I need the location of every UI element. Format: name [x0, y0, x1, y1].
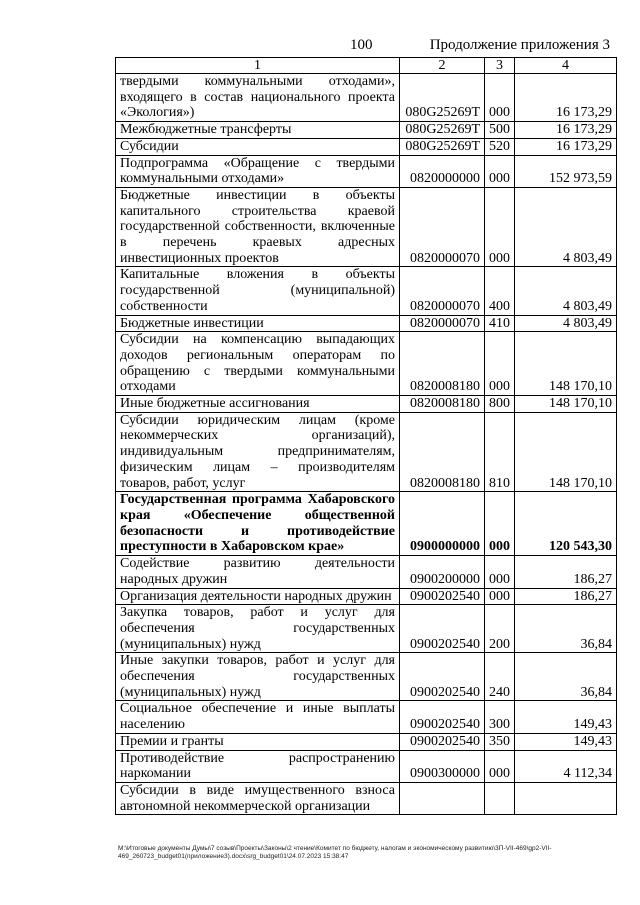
- row-code-cell: 0900202540: [400, 653, 485, 701]
- row-amount-cell: 149,43: [515, 701, 617, 733]
- table-row: [116, 138, 617, 155]
- table-header-row: [116, 58, 617, 74]
- row-amount-cell: 4 803,49: [515, 187, 617, 267]
- row-amount-cell: 36,84: [515, 605, 617, 653]
- row-type-cell: 400: [485, 267, 515, 315]
- row-name-cell: Субсидии юридическим лицам (кроме некоммерческих организаций), индивидуальным предпринимателям, физическим лицам – производителям товаров, работ, услуг: [116, 412, 400, 492]
- row-name-cell: Бюджетные инвестиции: [116, 315, 400, 332]
- row-name-cell: Субсидии на компенсацию выпадающих доходов региональным операторам по обращению с твердыми коммунальными отходами: [116, 332, 400, 396]
- row-name-cell: Капитальные вложения в объекты государственной (муниципальной) собственности: [116, 267, 400, 315]
- row-type-cell: 000: [485, 492, 515, 556]
- row-code-cell: 0820008180: [400, 332, 485, 396]
- row-type-cell: 000: [485, 74, 515, 122]
- row-amount-cell: 148 170,10: [515, 396, 617, 413]
- row-code-cell: 0900202540: [400, 733, 485, 750]
- row-code-cell: 0900200000: [400, 556, 485, 588]
- row-code-cell: 080G25269T: [400, 74, 485, 122]
- row-name-cell: Противодействие распространению наркомании: [116, 750, 400, 782]
- row-code-cell: 0900300000: [400, 750, 485, 782]
- table-row: [116, 653, 617, 701]
- column-header: 2: [400, 58, 485, 74]
- row-amount-cell: 148 170,10: [515, 332, 617, 396]
- row-type-cell: 240: [485, 653, 515, 701]
- row-name-cell: Государственная программа Хабаровского края «Обеспечение общественной безопасности и противодействие преступности в Хабаровском крае»: [116, 492, 400, 556]
- row-name-cell: Закупка товаров, работ и услуг для обеспечения государственных (муниципальных) нужд: [116, 605, 400, 653]
- row-name-cell: Субсидии: [116, 138, 400, 155]
- row-type-cell: 500: [485, 122, 515, 139]
- table-row: [116, 412, 617, 492]
- table-row: [116, 733, 617, 750]
- row-amount-cell: 16 173,29: [515, 74, 617, 122]
- row-type-cell: 000: [485, 187, 515, 267]
- row-type-cell: [485, 782, 515, 814]
- table-row: [116, 782, 617, 814]
- row-type-cell: 810: [485, 412, 515, 492]
- row-type-cell: 000: [485, 588, 515, 605]
- row-name-cell: Организация деятельности народных дружин: [116, 588, 400, 605]
- row-code-cell: 0900202540: [400, 588, 485, 605]
- row-code-cell: 0900202540: [400, 605, 485, 653]
- table-row: [116, 315, 617, 332]
- table-row: [116, 396, 617, 413]
- row-amount-cell: 4 803,49: [515, 315, 617, 332]
- row-code-cell: 0900202540: [400, 701, 485, 733]
- row-code-cell: 0820000070: [400, 315, 485, 332]
- row-type-cell: 300: [485, 701, 515, 733]
- row-name-cell: Бюджетные инвестиции в объекты капитального строительства краевой государственной собственности, включенные в перечень краевых адресных инвестиционных проектов: [116, 187, 400, 267]
- row-amount-cell: 36,84: [515, 653, 617, 701]
- row-name-cell: Иные закупки товаров, работ и услуг для обеспечения государственных (муниципальных) нужд: [116, 653, 400, 701]
- row-code-cell: 080G25269T: [400, 138, 485, 155]
- table-row: [116, 332, 617, 396]
- row-type-cell: 000: [485, 155, 515, 187]
- row-name-cell: Социальное обеспечение и иные выплаты населению: [116, 701, 400, 733]
- row-type-cell: 350: [485, 733, 515, 750]
- row-type-cell: 200: [485, 605, 515, 653]
- row-amount-cell: 16 173,29: [515, 122, 617, 139]
- row-code-cell: 0820008180: [400, 396, 485, 413]
- column-header: 4: [515, 58, 617, 74]
- row-name-cell: Субсидии в виде имущественного взноса автономной некоммерческой организации: [116, 782, 400, 814]
- table-row: [116, 267, 617, 315]
- row-code-cell: [400, 782, 485, 814]
- row-amount-cell: 4 112,34: [515, 750, 617, 782]
- table-row: [116, 750, 617, 782]
- row-name-cell: Содействие развитию деятельности народных дружин: [116, 556, 400, 588]
- table-row: [116, 74, 617, 122]
- row-amount-cell: 152 973,59: [515, 155, 617, 187]
- row-code-cell: 0900000000: [400, 492, 485, 556]
- row-amount-cell: 148 170,10: [515, 412, 617, 492]
- column-header: 3: [485, 58, 515, 74]
- row-type-cell: 000: [485, 332, 515, 396]
- row-code-cell: 0820000000: [400, 155, 485, 187]
- row-name-cell: Подпрограмма «Обращение с твердыми коммунальными отходами»: [116, 155, 400, 187]
- table-row: [116, 492, 617, 556]
- row-amount-cell: 186,27: [515, 556, 617, 588]
- row-name-cell: Иные бюджетные ассигнования: [116, 396, 400, 413]
- column-header: 1: [116, 58, 400, 74]
- row-amount-cell: 16 173,29: [515, 138, 617, 155]
- row-code-cell: 0820008180: [400, 412, 485, 492]
- row-amount-cell: 186,27: [515, 588, 617, 605]
- page-number: 100: [350, 37, 373, 53]
- row-amount-cell: 149,43: [515, 733, 617, 750]
- table-row: [116, 122, 617, 139]
- row-code-cell: 0820000070: [400, 187, 485, 267]
- continuation-title: Продолжение приложения 3: [429, 37, 610, 53]
- row-type-cell: 000: [485, 556, 515, 588]
- table-row: [116, 605, 617, 653]
- row-type-cell: 000: [485, 750, 515, 782]
- row-name-cell: Межбюджетные трансферты: [116, 122, 400, 139]
- table-row: [116, 556, 617, 588]
- row-code-cell: 0820000070: [400, 267, 485, 315]
- table-row: [116, 588, 617, 605]
- row-name-cell: твердыми коммунальными отходами», входящего в состав национального проекта «Экология»): [116, 74, 400, 122]
- row-code-cell: 080G25269T: [400, 122, 485, 139]
- row-amount-cell: 4 803,49: [515, 267, 617, 315]
- row-type-cell: 520: [485, 138, 515, 155]
- table-row: [116, 187, 617, 267]
- table-row: [116, 155, 617, 187]
- row-type-cell: 800: [485, 396, 515, 413]
- row-amount-cell: [515, 782, 617, 814]
- document-path-footer: M:\Итоговые документы Думы\7 созыв\Проекты\Законы\2 чтение\Комитет по бюджету, налогам и экономическому развитию\3П-VII-469\gp2-VII-469_260723_budget01(приложение3).docx\srg_budget01\24.07.2023 15:38:47: [118, 845, 552, 860]
- row-type-cell: 410: [485, 315, 515, 332]
- row-name-cell: Премии и гранты: [116, 733, 400, 750]
- budget-table: [115, 57, 617, 815]
- table-row: [116, 701, 617, 733]
- row-amount-cell: 120 543,30: [515, 492, 617, 556]
